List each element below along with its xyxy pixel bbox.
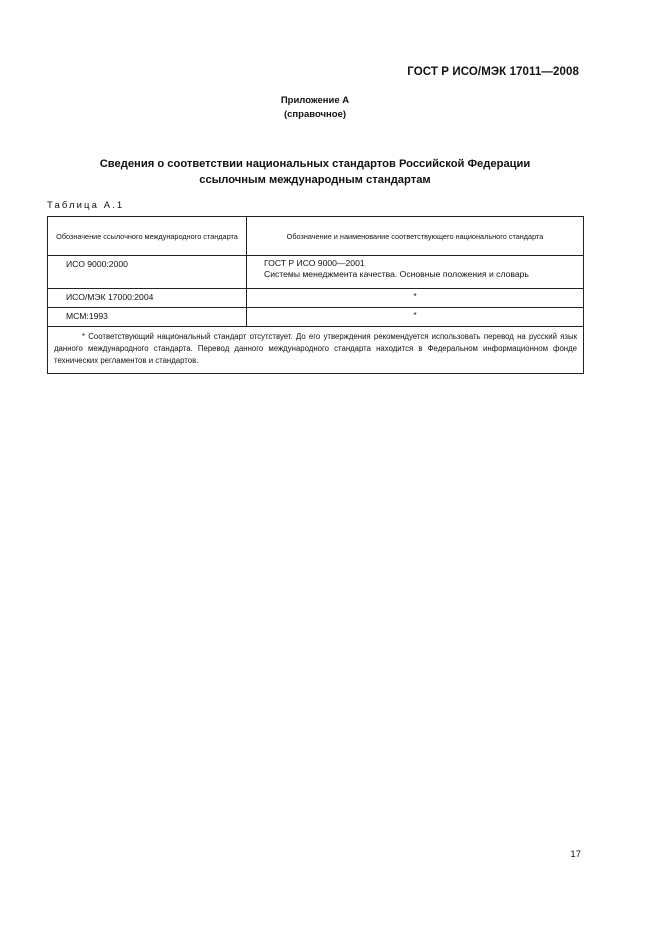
column-header-reference: Обозначение ссылочного международного стандарта — [48, 217, 247, 256]
document-title-line-2: ссылочным международным стандартам — [199, 174, 431, 186]
national-standard-designation: ГОСТ Р ИСО 9000—2001 — [264, 258, 365, 268]
table-header-row — [48, 217, 584, 256]
national-standard-cell: * — [247, 289, 584, 308]
column-header-national: Обозначение и наименование соответствующего национального стандарта — [247, 217, 584, 256]
annex-title: Приложение А — [280, 95, 350, 106]
table-footnote-row — [48, 327, 584, 374]
national-standard-cell — [247, 256, 584, 289]
national-standard-name: Системы менеджмента качества. Основные положения и словарь — [264, 269, 529, 280]
reference-standard-cell: МСМ:1993 — [48, 308, 247, 327]
page-number: 17 — [570, 849, 581, 860]
table-row — [48, 289, 584, 308]
document-title — [0, 156, 630, 188]
table-row — [48, 308, 584, 327]
table-label: Таблица А.1 — [47, 200, 125, 211]
standard-code-header: ГОСТ Р ИСО/МЭК 17011—2008 — [407, 66, 579, 78]
document-title-line-1: Сведения о соответствии национальных стандартов Российской Федерации — [99, 158, 531, 170]
reference-standard-cell: ИСО/МЭК 17000:2004 — [48, 289, 247, 308]
table-row — [48, 256, 584, 289]
correspondence-table — [47, 216, 583, 374]
national-standard-cell: * — [247, 308, 584, 327]
reference-standard-cell: ИСО 9000:2000 — [48, 256, 247, 289]
table-footnote: * Соответствующий национальный стандарт отсутствует. До его утверждения рекомендуется использовать перевод на русский язык данного международного стандарта. Перевод данного международного стандарта находится в Федеральном информационном фонде технических регламентов и стандартов. — [48, 327, 584, 374]
annex-subtitle: (справочное) — [283, 109, 347, 120]
